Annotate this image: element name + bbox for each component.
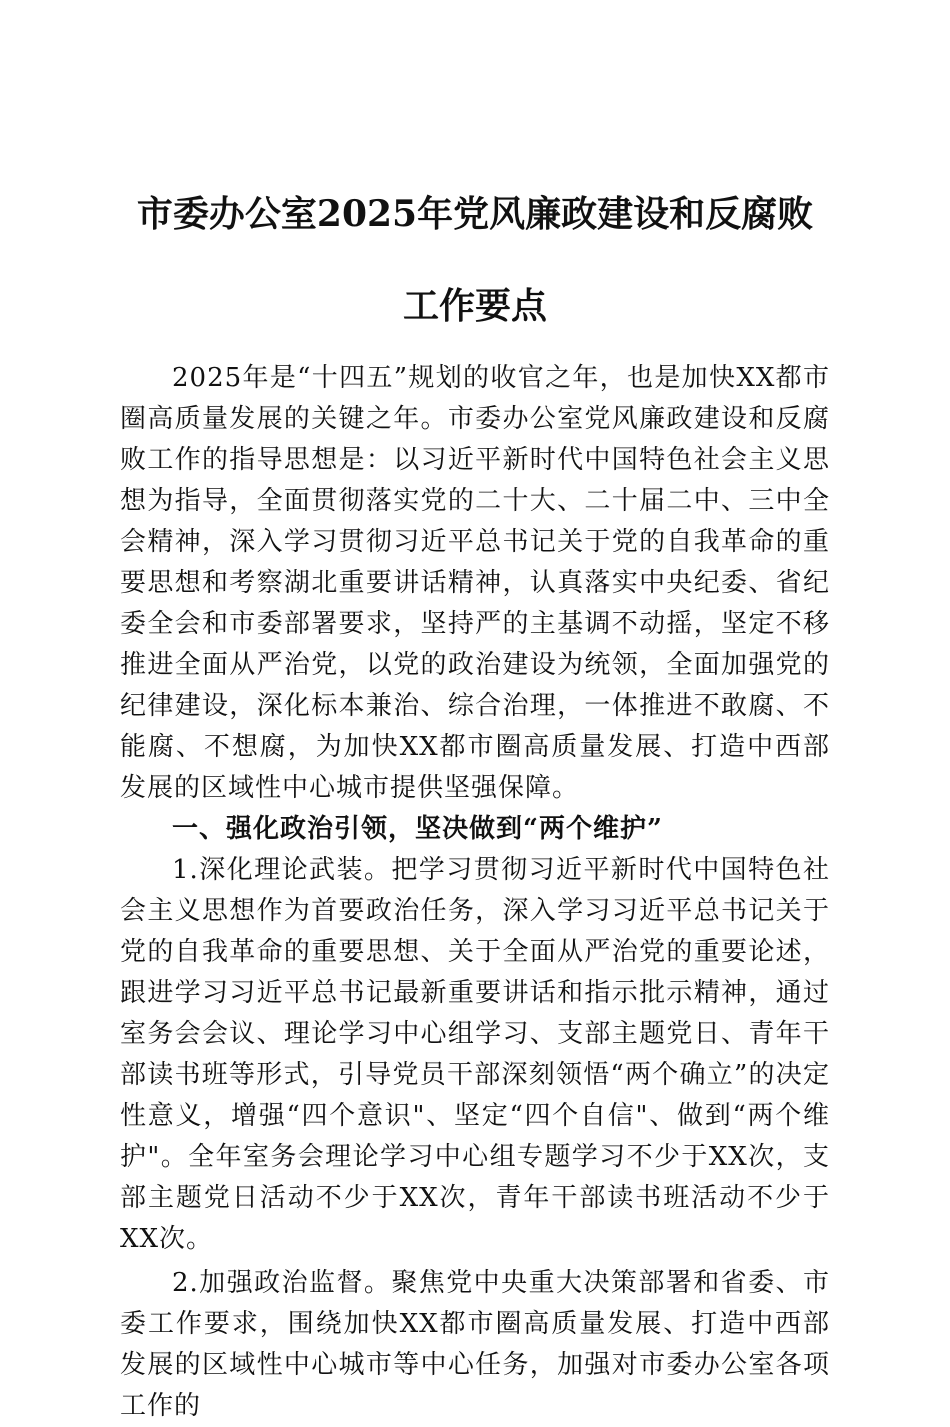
intro-paragraph: 2025年是“十四五”规划的收官之年，也是加快XX都市圈高质量发展的关键之年。市委办公室党风廉政建设和反腐败工作的指导思想是：以习近平新时代中国特色社会主义思想为指导，全面贯彻落实党的二十大、二十届二中、三中全会精神，深入学习贯彻习近平总书记关于党的自我革命的重要思想和考察湖北重要讲话精神，认真落实中央纪委、省纪委全会和市委部署要求，坚持严的主基调不动摇，坚定不移推进全面从严治党，以党的政治建设为统领，全面加强党的纪律建设，深化标本兼治、综合治理，一体推进不敢腐、不能腐、不想腐，为加快XX都市圈高质量发展、打造中西部发展的区域性中心城市提供坚强保障。 [120,363,830,803]
section-heading: 一、强化政治引领，坚决做到“两个维护” [172,814,663,844]
item-paragraph-2: 2.加强政治监督。聚焦党中央重大决策部署和省委、市委工作要求，围绕加快XX都市圈高质量发展、打造中西部发展的区域性中心城市等中心任务，加强对市委办公室各项工作的 [120,1268,830,1421]
document-title: 市委办公室2025年党风廉政建设和反腐败工作要点 [136,193,814,327]
document-body [120,358,830,1427]
item-paragraph-1: 1.深化理论武装。把学习贯彻习近平新时代中国特色社会主义思想作为首要政治任务，深入学习习近平总书记关于党的自我革命的重要思想、关于全面从严治党的重要论述，跟进学习习近平总书记最新重要讲话和指示批示精神，通过室务会会议、理论学习中心组学习、支部主题党日、青年干部读书班等形式，引导党员干部深刻领悟“两个确立”的决定性意义，增强“四个意识"、坚定“四个自信"、做到“两个维护"。全年室务会理论学习中心组专题学习不少于XX次，支部主题党日活动不少于XX次，青年干部读书班活动不少于XX次。 [120,855,830,1254]
